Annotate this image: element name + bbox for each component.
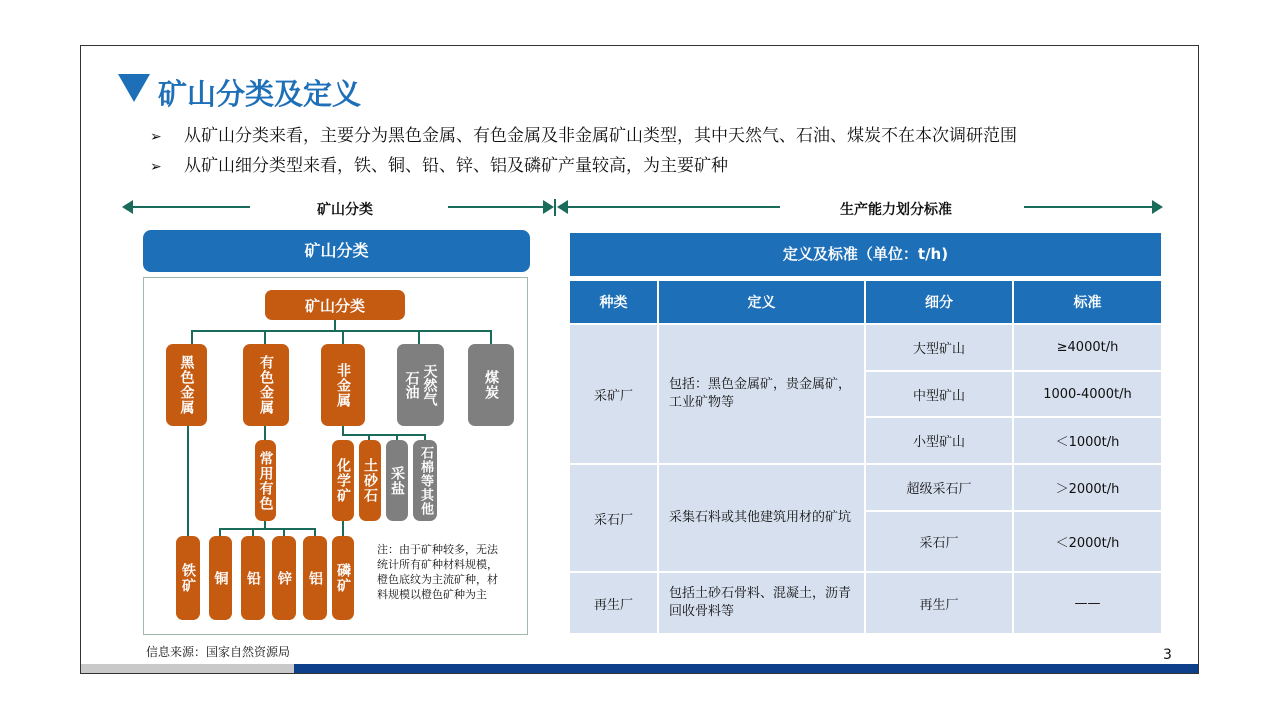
table-cell-subclass: 超级采石厂 <box>866 465 1012 510</box>
title-triangle-icon <box>118 74 150 102</box>
arrow-right-icon <box>543 200 554 214</box>
arrow-line <box>130 206 250 208</box>
node-zinc: 锌 <box>272 536 296 620</box>
arrow-bullet-icon: ➢ <box>150 129 162 145</box>
table-header-subclass: 细分 <box>866 281 1012 323</box>
table-header-standard: 标准 <box>1014 281 1161 323</box>
table-cell-definition: 采集石料或其他建筑用材的矿坑 <box>659 465 864 571</box>
table-header-definition: 定义 <box>659 281 864 323</box>
connector <box>219 528 315 530</box>
node-phosphate: 磷矿 <box>332 536 354 620</box>
node-salt: 采盐 <box>386 440 408 521</box>
node-asbestos-other: 石棉等其他 <box>413 440 437 521</box>
table-cell-standard: —— <box>1014 573 1161 633</box>
node-lead: 铅 <box>241 536 265 620</box>
arrow-bullet-icon: ➢ <box>150 159 162 175</box>
connector <box>187 426 189 536</box>
table-cell-type: 再生厂 <box>570 573 657 633</box>
node-chemical: 化学矿 <box>332 440 354 521</box>
connector <box>342 434 426 436</box>
source-note: 信息来源：国家自然资源局 <box>146 645 291 659</box>
connector <box>490 330 492 345</box>
page-title: 矿山分类及定义 <box>158 77 362 111</box>
node-root: 矿山分类 <box>265 290 405 320</box>
classification-header: 矿山分类 <box>143 230 530 272</box>
table-cell-subclass: 再生厂 <box>866 573 1012 633</box>
page-number: 3 <box>1163 647 1172 663</box>
table-cell-standard: ＜2000t/h <box>1014 512 1161 571</box>
node-aluminum: 铝 <box>303 536 327 620</box>
table-cell-standard: 1000-4000t/h <box>1014 372 1161 416</box>
bullet-text: 从矿山分类来看，主要分为黑色金属、有色金属及非金属矿山类型，其中天然气、石油、煤炭不在本次调研范围 <box>184 126 1017 146</box>
connector <box>252 528 254 536</box>
table-cell-definition: 包括：黑色金属矿，贵金属矿，工业矿物等 <box>659 325 864 463</box>
table-cell-subclass: 大型矿山 <box>866 325 1012 370</box>
node-coal: 煤炭 <box>468 344 514 426</box>
table-cell-definition: 包括土砂石骨料、混凝土，沥青回收骨料等 <box>659 573 864 633</box>
node-ferrous: 黑色金属 <box>166 344 207 426</box>
node-common-nonferrous: 常用有色 <box>255 440 276 521</box>
table-cell-standard: ＞2000t/h <box>1014 465 1161 510</box>
connector <box>191 330 193 345</box>
arrow-line <box>1024 206 1154 208</box>
footer-bar-gray <box>81 664 294 673</box>
table-cell-subclass: 中型矿山 <box>866 372 1012 416</box>
footer-bar-blue <box>294 664 1198 673</box>
table-cell-subclass: 采石厂 <box>866 512 1012 571</box>
node-copper: 铜 <box>209 536 232 620</box>
connector <box>264 426 266 441</box>
connector <box>264 330 266 345</box>
table-cell-type: 采矿厂 <box>570 325 657 463</box>
section-label-left: 矿山分类 <box>317 202 373 218</box>
node-nonmetal: 非金属 <box>321 344 365 426</box>
connector <box>283 528 285 536</box>
connector <box>314 528 316 536</box>
table-cell-subclass: 小型矿山 <box>866 418 1012 463</box>
table-header-type: 种类 <box>570 281 657 323</box>
table-cell-standard: ＜1000t/h <box>1014 418 1161 463</box>
connector <box>418 330 420 345</box>
node-sand-stone: 土砂石 <box>359 440 381 521</box>
table-cell-type: 采石厂 <box>570 465 657 571</box>
bullet-2 <box>150 155 728 178</box>
node-gas-oil: 天然气 石油 <box>397 344 444 426</box>
node-iron: 铁矿 <box>176 536 200 620</box>
bullet-text: 从矿山细分类型来看，铁、铜、铅、锌、铝及磷矿产量较高，为主要矿种 <box>184 156 728 176</box>
connector <box>342 521 344 537</box>
connector <box>191 330 491 332</box>
diagram-note: 注：由于矿种较多，无法统计所有矿种材料规模，橙色底纹为主流矿种，材料规模以橙色矿种为主 <box>377 543 498 601</box>
table-title: 定义及标准（单位：t/h) <box>570 233 1161 276</box>
connector <box>219 528 221 536</box>
bullet-1 <box>150 125 1017 148</box>
connector <box>342 330 344 345</box>
table-cell-standard: ≥4000t/h <box>1014 325 1161 370</box>
arrow-right-icon <box>1152 200 1163 214</box>
section-label-right: 生产能力划分标准 <box>840 202 952 218</box>
section-divider <box>554 199 556 216</box>
arrow-line <box>565 206 780 208</box>
arrow-line <box>448 206 545 208</box>
node-nonferrous: 有色金属 <box>243 344 289 426</box>
